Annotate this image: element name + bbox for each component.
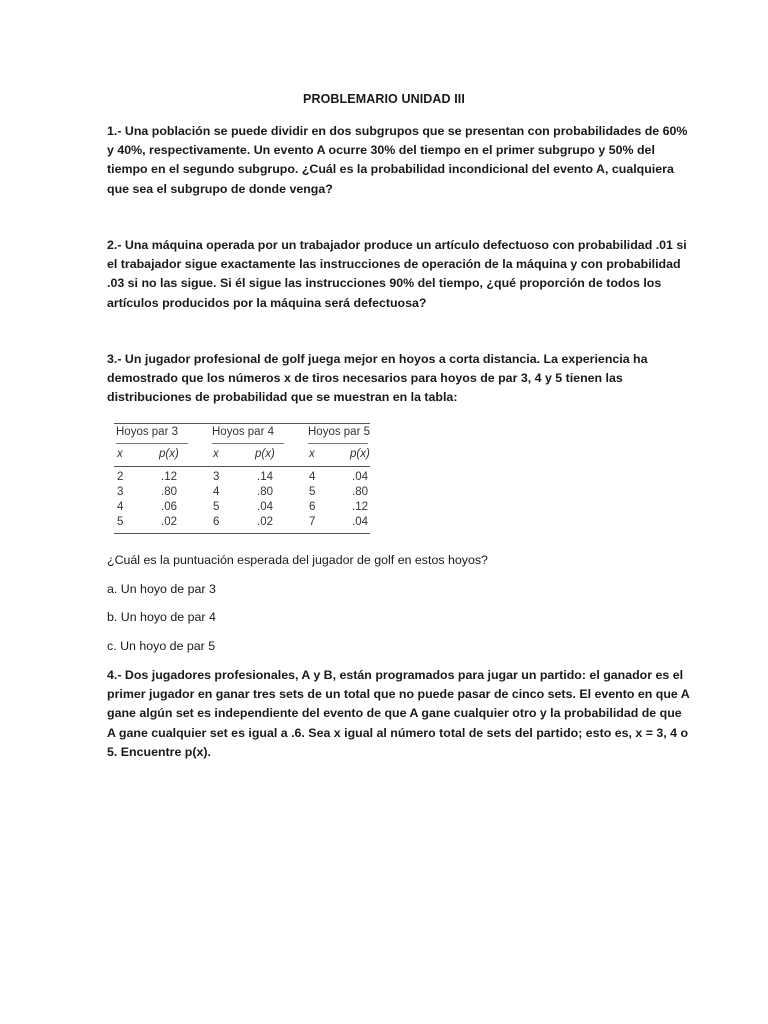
table-cell: .12 (161, 471, 177, 483)
table-cell: .02 (161, 516, 177, 528)
table-cell: 4 (213, 486, 220, 498)
table-col-px: p(x) (255, 448, 275, 460)
table-bottom-rule (114, 533, 370, 534)
problem-1-line: y 40%, respectivamente. Un evento A ocurre 30% del tiempo en el primer subgrupo y 50% del (107, 143, 655, 158)
table-group-header: Hoyos par 4 (212, 426, 275, 438)
table-cell: .04 (257, 501, 273, 513)
problem-1-number: 1. (107, 124, 118, 138)
problem-2-line: .03 si no las sigue. Si él sigue las instrucciones 90% del tiempo, ¿qué proporción de todos los (107, 276, 662, 291)
table-cell: 5 (213, 501, 220, 513)
option-a: a. Un hoyo de par 3 (107, 582, 216, 596)
group-rule (308, 443, 368, 444)
problem-4-line: - Dos jugadores profesionales, A y B, están programados para jugar un partido: el ganador es el (117, 668, 684, 682)
table-col-px: p(x) (350, 448, 370, 460)
problem-4-number: 4. (107, 668, 118, 682)
table-cell: .02 (257, 516, 273, 528)
table-cell: 6 (213, 516, 220, 528)
problem-4 (107, 666, 690, 762)
table-cell: 2 (117, 471, 124, 483)
table-cell: .04 (352, 471, 368, 483)
group-rule (212, 443, 284, 444)
problem-2-number: 2. (107, 238, 118, 252)
table-cell: 3 (213, 471, 220, 483)
table-cell: 4 (309, 471, 316, 483)
table-cell: .80 (161, 486, 177, 498)
problem-4-line: primer jugador en ganar tres sets de un total que no puede pasar de cinco sets. El evento en que A (107, 687, 690, 702)
table-top-rule (114, 423, 370, 424)
problem-1-line: tiempo en el segundo subgrupo. ¿Cuál es la probabilidad incondicional del evento A, cualquiera (107, 162, 674, 177)
table-col-x: x (213, 448, 219, 460)
table-cell: 5 (117, 516, 124, 528)
problem-3-line: demostrado que los números x de tiros necesarios para hoyos de par 3, 4 y 5 tienen las (107, 371, 623, 386)
page-title: PROBLEMARIO UNIDAD III (303, 92, 465, 106)
question-text: ¿Cuál es la puntuación esperada del jugador de golf en estos hoyos? (107, 553, 488, 567)
problem-2-line: el trabajador sigue exactamente las instrucciones de operación de la máquina y con probabilidad (107, 257, 681, 272)
problem-1 (107, 122, 688, 199)
table-header-rule (114, 466, 370, 467)
table-cell: .12 (352, 501, 368, 513)
option-c: c. Un hoyo de par 5 (107, 639, 216, 653)
problem-4-line: A gane cualquier set es igual a .6. Sea x igual al número total de sets del partido; esto es, x = 3, 4 o (107, 725, 689, 740)
problem-3-line: - Un jugador profesional de golf juega mejor en hoyos a corta distancia. La experiencia ha (117, 352, 648, 366)
problem-3 (107, 350, 667, 408)
problem-2-line: artículos producidos por la máquina será defectuosa? (107, 295, 427, 310)
problem-4-line: gane algún set es independiente del evento de que A gane cualquier otro y la probabilidad de que (107, 706, 682, 721)
table-cell: .80 (257, 486, 273, 498)
option-b: b. Un hoyo de par 4 (107, 610, 216, 624)
table-col-x: x (117, 448, 123, 460)
table-cell: .06 (161, 501, 177, 513)
table-cell: 3 (117, 486, 124, 498)
problem-3-number: 3. (107, 352, 118, 366)
group-rule (116, 443, 188, 444)
table-cell: .80 (352, 486, 368, 498)
table-cell: 5 (309, 486, 316, 498)
problem-1-line: que sea el subgrupo de donde venga? (107, 181, 333, 196)
table-cell: .04 (352, 516, 368, 528)
table-cell: 4 (117, 501, 124, 513)
table-group-header: Hoyos par 5 (308, 426, 371, 438)
table-col-x: x (309, 448, 315, 460)
table-cell: .14 (257, 471, 273, 483)
problem-4-line: 5. Encuentre p(x). (107, 744, 211, 759)
problem-2 (107, 236, 687, 313)
problem-1-line: - Una población se puede dividir en dos subgrupos que se presentan con probabilidades de 60% (117, 124, 688, 138)
problem-3-line: distribuciones de probabilidad que se muestran en la tabla: (107, 390, 458, 405)
table-col-px: p(x) (159, 448, 179, 460)
table-group-header: Hoyos par 3 (116, 426, 179, 438)
table-cell: 7 (309, 516, 316, 528)
table-cell: 6 (309, 501, 316, 513)
problem-2-line: - Una máquina operada por un trabajador produce un artículo defectuoso con probabilidad .01 si (117, 238, 687, 252)
